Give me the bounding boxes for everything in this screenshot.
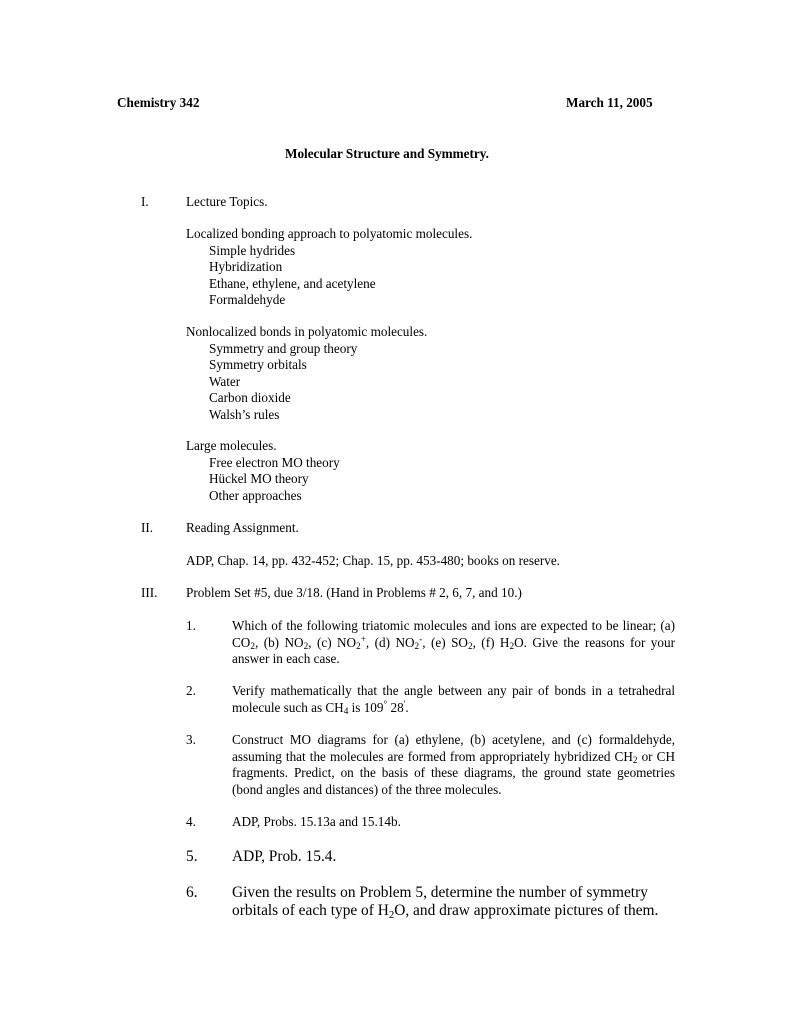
problem-1-number: 1. (186, 618, 196, 633)
topic-item: Other approaches (209, 487, 302, 503)
section-1-heading: Lecture Topics. (186, 194, 268, 209)
topic-group-large-molecules (186, 438, 340, 504)
topic-item: Water (209, 373, 241, 389)
topic-item: Symmetry and group theory (209, 340, 358, 356)
topic-item: Formaldehyde (209, 292, 286, 307)
section-3-numeral: III. (141, 585, 158, 600)
topic-item: Walsh’s rules (209, 406, 280, 422)
problem-5-text: ADP, Prob. 15.4. (232, 848, 337, 865)
page-title: Molecular Structure and Symmetry. (285, 146, 489, 161)
course-title: Chemistry 342 (117, 95, 200, 110)
topic-item: Ethane, ethylene, and acetylene (209, 275, 376, 291)
problem-3-number: 3. (186, 732, 196, 747)
section-2-heading: Reading Assignment. (186, 520, 299, 535)
topic-group-nonlocalized (186, 324, 427, 423)
topic-item: Free electron MO theory (209, 454, 340, 470)
document-date: March 11, 2005 (566, 95, 653, 110)
problem-4-text: ADP, Probs. 15.13a and 15.14b. (232, 814, 401, 829)
problem-4-number: 4. (186, 814, 196, 829)
problem-1-text: Which of the following triatomic molecules and ions are expected to be linear; (a) $CO_2$, (b) $NO_2$, (c) $NO_2^+$, (d) $NO_2^-$, (e) $SO_2$, (f) $H_2O$. Give the reasons for your answer in each case. (232, 618, 675, 666)
problem-2-text: Verify mathematically that the angle between any pair of bonds in a tetrahedral molecule such as $CH_4$ is 109° 28'. (232, 683, 675, 717)
reading-assignment-text: ADP, Chap. 14, pp. 432-452; Chap. 15, pp. 453-480; books on reserve. (186, 553, 560, 568)
problem-2-number: 2. (186, 683, 196, 698)
section-3-heading: Problem Set #5, due 3/18. (Hand in Problems # 2, 6, 7, and 10.) (186, 585, 522, 600)
topic-group-localized (186, 226, 472, 309)
topic-item: Hückel MO theory (209, 471, 309, 486)
topic-group-heading: Nonlocalized bonds in polyatomic molecules. (186, 324, 428, 339)
problem-6-number: 6. (186, 884, 198, 901)
topic-item: Hybridization (209, 259, 283, 274)
topic-item: Symmetry orbitals (209, 357, 307, 372)
section-1-numeral: I. (141, 194, 149, 209)
problem-5-number: 5. (186, 848, 198, 865)
topic-group-heading: Large molecules. (186, 438, 277, 453)
topic-item: Simple hydrides (209, 242, 296, 258)
problem-6-text: Given the results on Problem 5, determine the number of symmetry orbitals of each type of $H_2O$, and draw approximate pictures of them. (232, 884, 659, 922)
topic-item: Carbon dioxide (209, 390, 291, 405)
section-2-numeral: II. (141, 520, 154, 535)
problem-3-text: Construct MO diagrams for (a) ethylene, (b) acetylene, and (c) formaldehyde, assuming that the molecules are formed from appropriately hybridized $CH_2$ or CH fragments. Predict, on the basis of these diagrams, the ground state geometries (bond angles and distances) of the three molecules. (232, 732, 675, 797)
topic-group-heading: Localized bonding approach to polyatomic molecules. (186, 226, 473, 241)
